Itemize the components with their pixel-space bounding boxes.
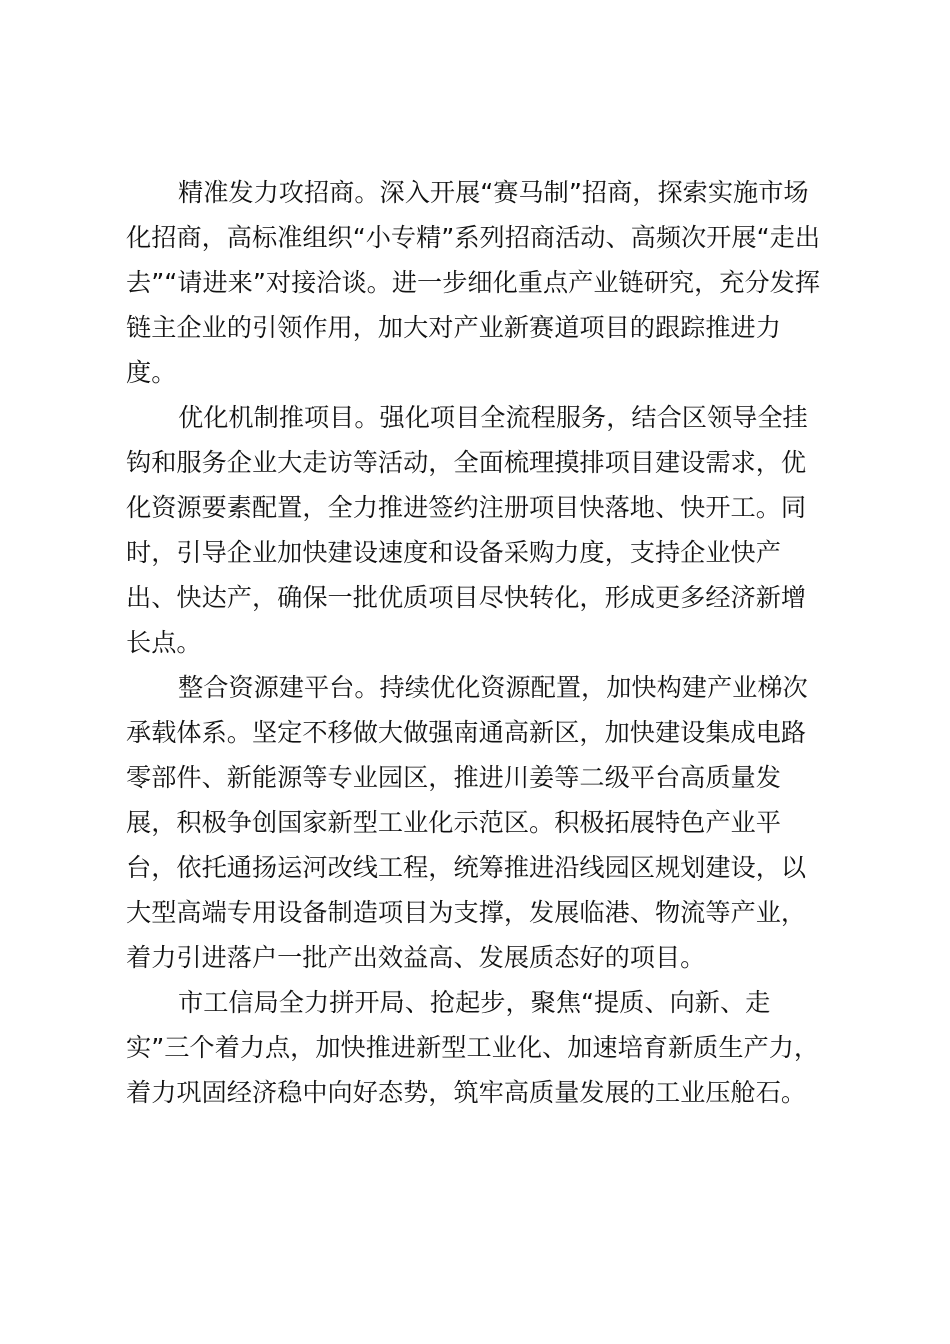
text-line: 出、快达产，确保一批优质项目尽快转化，形成更多经济新增 xyxy=(126,583,807,612)
text-line: 去”“请进来”对接洽谈。进一步细化重点产业链研究，充分发挥 xyxy=(126,268,821,297)
text-line: 着力巩固经济稳中向好态势，筑牢高质量发展的工业压舱石。 xyxy=(126,1078,807,1107)
text-line: 实”三个着力点，加快推进新型工业化、加速培育新质生产力， xyxy=(126,1033,820,1062)
text-line: 长点。 xyxy=(126,628,202,657)
text-line: 度。 xyxy=(126,358,177,387)
paragraph-investment-attraction xyxy=(126,170,826,395)
text-line: 台，依托通扬运河改线工程，统筹推进沿线园区规划建设，以 xyxy=(126,853,807,882)
paragraph-platform-building xyxy=(126,665,826,980)
text-line: 优化机制推项目。强化项目全流程服务，结合区领导全挂 xyxy=(178,403,808,432)
text-line: 化资源要素配置，全力推进签约注册项目快落地、快开工。同 xyxy=(126,493,807,522)
text-line: 整合资源建平台。持续优化资源配置，加快构建产业梯次 xyxy=(178,673,808,702)
text-line: 市工信局全力拼开局、抢起步，聚焦“提质、向新、走 xyxy=(178,988,771,1017)
text-line: 大型高端专用设备制造项目为支撑，发展临港、物流等产业， xyxy=(126,898,807,927)
paragraph-project-mechanism xyxy=(126,395,826,665)
text-line: 钩和服务企业大走访等活动，全面梳理摸排项目建设需求，优 xyxy=(126,448,807,477)
paragraph-conclusion xyxy=(126,980,826,1115)
text-line: 化招商，高标准组织“小专精”系列招商活动、高频次开展“走出 xyxy=(126,223,821,252)
text-line: 时，引导企业加快建设速度和设备采购力度，支持企业快产 xyxy=(126,538,781,567)
text-line: 展，积极争创国家新型工业化示范区。积极拓展特色产业平 xyxy=(126,808,781,837)
text-line: 承载体系。坚定不移做大做强南通高新区，加快建设集成电路 xyxy=(126,718,807,747)
text-line: 着力引进落户一批产出效益高、发展质态好的项目。 xyxy=(126,943,706,972)
text-line: 精准发力攻招商。深入开展“赛马制”招商，探索实施市场 xyxy=(178,178,809,207)
text-line: 链主企业的引领作用，加大对产业新赛道项目的跟踪推进力 xyxy=(126,313,781,342)
document-body xyxy=(126,170,826,1115)
text-line: 零部件、新能源等专业园区，推进川姜等二级平台高质量发 xyxy=(126,763,781,792)
